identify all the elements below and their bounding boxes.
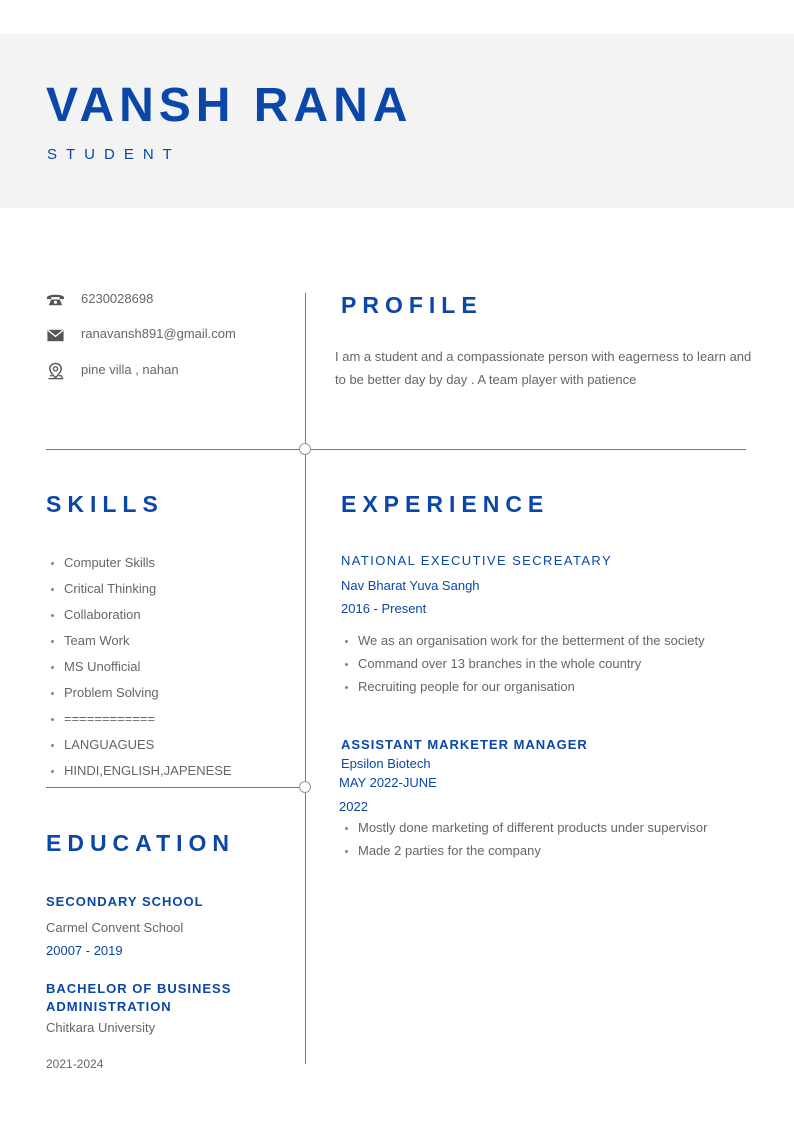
candidate-role: STUDENT bbox=[47, 146, 181, 163]
profile-text: I am a student and a compassionate person with eagerness to learn and to be better day by day . A team player with patience bbox=[335, 349, 752, 387]
skills-title: SKILLS bbox=[46, 491, 164, 517]
job-bullet: • We as an organisation work for the betterment of the society bbox=[358, 629, 778, 652]
profile-title: PROFILE bbox=[341, 292, 483, 318]
phone-text: 6230028698 bbox=[81, 291, 154, 306]
job-date: 2022 bbox=[339, 799, 368, 814]
job-bullet: • Mostly done marketing of different products under supervisor bbox=[358, 816, 778, 839]
address-text: pine villa , nahan bbox=[81, 362, 179, 377]
education-degree: ADMINISTRATION bbox=[46, 999, 172, 1014]
education-date: 20007 - 2019 bbox=[46, 943, 123, 958]
job-bullet: • Recruiting people for our organisation bbox=[358, 675, 778, 698]
skill-item: • Problem Solving bbox=[64, 680, 314, 706]
skill-item: • Critical Thinking bbox=[64, 576, 314, 602]
skill-item: • Collaboration bbox=[64, 602, 314, 628]
job-title: NATIONAL EXECUTIVE SECREATARY bbox=[341, 553, 613, 568]
contact-phone bbox=[46, 290, 154, 310]
phone-icon bbox=[46, 291, 65, 310]
job-bullets bbox=[340, 816, 778, 862]
job-organization: Nav Bharat Yuva Sangh bbox=[341, 578, 480, 593]
contact-email bbox=[46, 325, 236, 345]
skill-item: • HINDI,ENGLISH,JAPENESE bbox=[64, 758, 314, 784]
divider-node-top bbox=[299, 443, 311, 455]
skill-item: • MS Unofficial bbox=[64, 654, 314, 680]
skills-list bbox=[46, 550, 314, 784]
education-degree: SECONDARY SCHOOL bbox=[46, 894, 204, 909]
horizontal-divider-top bbox=[46, 449, 746, 450]
experience-title: EXPERIENCE bbox=[341, 491, 550, 517]
job-date: MAY 2022-JUNE bbox=[339, 775, 437, 790]
education-title: EDUCATION bbox=[46, 830, 236, 856]
education-school: Carmel Convent School bbox=[46, 920, 184, 935]
candidate-name: VANSH RANA bbox=[46, 79, 413, 132]
job-bullets bbox=[340, 629, 778, 698]
job-date: 2016 - Present bbox=[341, 601, 427, 616]
education-date: 2021-2024 bbox=[46, 1057, 104, 1071]
horizontal-divider-left bbox=[46, 787, 306, 788]
skill-item: • ============ bbox=[64, 706, 314, 732]
skill-item: • LANGUAGUES bbox=[64, 732, 314, 758]
job-organization: Epsilon Biotech bbox=[341, 756, 431, 771]
contact-address bbox=[46, 361, 179, 381]
location-pin-icon bbox=[46, 362, 65, 381]
job-bullet: • Made 2 parties for the company bbox=[358, 839, 778, 862]
job-bullet: • Command over 13 branches in the whole country bbox=[358, 652, 778, 675]
email-text: ranavansh891@gmail.com bbox=[81, 326, 236, 341]
envelope-icon bbox=[46, 326, 65, 345]
skill-item: • Team Work bbox=[64, 628, 314, 654]
skill-item: • Computer Skills bbox=[64, 550, 314, 576]
job-title: ASSISTANT MARKETER MANAGER bbox=[341, 737, 588, 752]
education-school: Chitkara University bbox=[46, 1020, 156, 1035]
education-degree: BACHELOR OF BUSINESS bbox=[46, 981, 232, 996]
